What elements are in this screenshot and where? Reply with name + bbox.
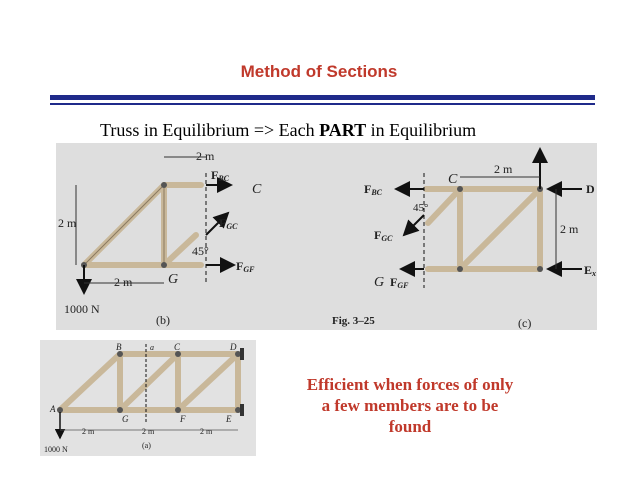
subtitle-prefix: Truss in Equilibrium => Each (100, 120, 320, 140)
figure-b-outlines (84, 185, 164, 265)
a-load: 1000 N (44, 445, 68, 454)
efficiency-note (280, 374, 540, 437)
subtitle (100, 120, 476, 141)
c-g-label: G (374, 275, 385, 290)
support-e (240, 404, 244, 416)
figure-c-members (426, 189, 540, 269)
b-load: 1000 N (64, 302, 100, 316)
b-c-label: C (252, 182, 262, 197)
support-d (240, 348, 244, 360)
b-fgc: FGC (219, 216, 238, 231)
a-dim1: 2 m (82, 427, 95, 436)
subtitle-suffix: in Equilibrium (366, 120, 477, 140)
c-caption: (c) (518, 316, 532, 330)
c-d-label: D (586, 182, 595, 196)
title-rule-thick (50, 95, 595, 100)
a-d: D (230, 342, 237, 352)
a-caption: (a) (142, 441, 151, 450)
slide-title: Method of Sections (240, 62, 398, 81)
node-c-e (537, 266, 543, 272)
b-g-label: G (168, 272, 179, 287)
a-b: B (116, 342, 122, 352)
figure-a-svg (40, 340, 256, 456)
figure-bc-svg (56, 143, 597, 330)
a-c: C (174, 342, 181, 352)
c-dim-right: 2 m (560, 222, 579, 236)
node-c-g (457, 266, 463, 272)
figure-b-members (84, 185, 201, 265)
title-rule-thin (50, 103, 595, 105)
a-e: E (226, 414, 232, 424)
note-line: found (388, 417, 432, 436)
b-dim-top: 2 m (196, 149, 215, 163)
a-g: G (122, 414, 129, 424)
arrow-c-fgc (404, 215, 424, 235)
c-e-label: Ex (584, 263, 597, 278)
a-a-node: A (50, 404, 56, 414)
b-angle: 45° (192, 244, 209, 258)
b-caption: (b) (156, 313, 170, 327)
a-dim2: 2 m (142, 427, 155, 436)
c-fbc: FBC (364, 182, 383, 197)
c-dim-top: 2 m (494, 162, 513, 176)
a-dim3: 2 m (200, 427, 213, 436)
c-c-label: C (448, 172, 458, 187)
node-b-g (161, 262, 167, 268)
b-fbc: FBC (211, 168, 230, 183)
b-dim-bottom: 2 m (114, 275, 133, 289)
c-fig-label: Fig. 3–25 (332, 315, 375, 327)
c-fgc: FGC (374, 228, 393, 243)
a-a-small: a (150, 343, 154, 352)
c-angle: 45° (413, 202, 429, 214)
figure-a-members (60, 354, 238, 410)
b-fgf: FGF (236, 259, 255, 274)
note-line: Efficient when forces of only (306, 375, 514, 394)
figure-scan-a (40, 340, 256, 456)
note-line: a few members are to be (321, 396, 499, 415)
node-b-top (161, 182, 167, 188)
figure-scan-bc (56, 143, 597, 330)
c-fgf: FGF (390, 275, 409, 290)
b-dim-left: 2 m (58, 216, 77, 230)
a-f: F (180, 414, 186, 424)
subtitle-bold: PART (319, 120, 367, 140)
node-c-c (457, 186, 463, 192)
